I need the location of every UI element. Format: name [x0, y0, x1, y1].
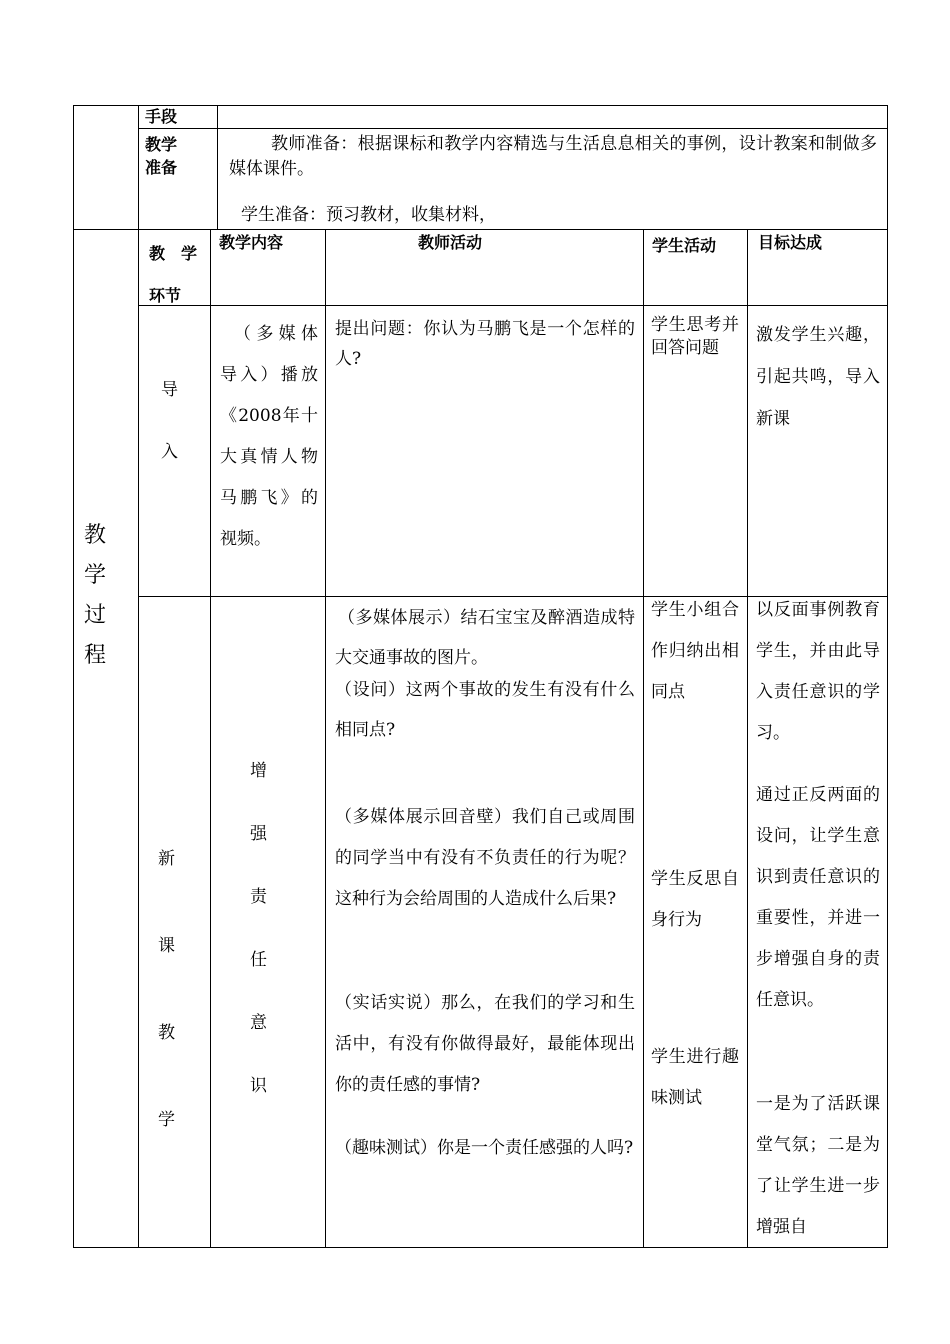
rule-col4 — [643, 229, 644, 1248]
intro-content: （多媒体导入）播放《2008年十大真情人物马鹏飞》的视频。 — [220, 324, 318, 549]
teacher-activity-3: （多媒体展示回音壁）我们自己或周围的同学当中有没有不负责任的行为呢？这种行为会给周围的人造成什么后果? — [335, 807, 635, 909]
intro-goal: 激发学生兴趣，引起共鸣，导入新课 — [756, 325, 880, 429]
header-student: 学生活动 — [652, 236, 717, 255]
rule-left — [73, 105, 74, 1248]
student-prep-text: 学生准备：预习教材，收集材料， — [241, 205, 496, 225]
rule-col3 — [325, 229, 326, 1248]
goal-2: 通过正反两面的设问，让学生意识到责任意识的重要性，并进一步增强自身的责任意识。 — [756, 785, 880, 1010]
goal-3: 一是为了活跃课堂气氛；二是为了让学生进一步增强自 — [756, 1094, 880, 1237]
shouduan-label: 手段 — [145, 107, 178, 126]
rule-before-process — [73, 229, 887, 230]
teacher-prep-text: 教师准备：根据课标和教学内容精选与生活息息相关的事例，设计教案和制做多媒体课件。 — [229, 134, 877, 179]
intro-teacher: 提出问题：你认为马鹏飞是一个怎样的人? — [335, 319, 635, 369]
header-goal: 目标达成 — [758, 233, 823, 252]
intro-student: 学生思考并回答问题 — [651, 315, 739, 358]
rule-top — [73, 105, 887, 106]
header-content: 教学内容 — [219, 233, 284, 252]
prep-label: 教学 准备 — [145, 135, 178, 177]
student-activity-2: 学生反思自身行为 — [651, 869, 739, 930]
newlesson-content: 增 强 责 任 意 识 — [250, 761, 267, 1096]
header-stage: 教 学 环节 — [149, 244, 198, 305]
rule-top-inner — [217, 105, 218, 230]
teacher-activity-5: （趣味测试）你是一个责任感强的人吗? — [335, 1138, 634, 1158]
rule-after-shouduan — [138, 128, 887, 129]
rule-right — [887, 105, 888, 1248]
goal-1: 以反面事例教育学生，并由此导入责任意识的学习。 — [756, 600, 880, 743]
rule-col1 — [138, 105, 139, 1248]
rule-after-header — [138, 305, 887, 306]
teacher-activity-2: （设问）这两个事故的发生有没有什么相同点? — [335, 680, 635, 740]
newlesson-stage: 新 课 教 学 — [158, 849, 175, 1130]
rule-col5 — [747, 229, 748, 1248]
student-activity-3: 学生进行趣味测试 — [651, 1047, 739, 1108]
student-activity-1: 学生小组合作归纳出相同点 — [651, 600, 739, 702]
process-label-text: 教学过程 — [83, 523, 106, 668]
process-label — [73, 516, 117, 676]
header-teacher: 教师活动 — [418, 233, 483, 252]
intro-stage: 导 入 — [161, 380, 178, 462]
teacher-activity-1: （多媒体展示）结石宝宝及醉酒造成特大交通事故的图片。 — [335, 608, 635, 668]
teacher-activity-4: （实话实说）那么，在我们的学习和生活中，有没有你做得最好，最能体现出你的责任感的事情? — [335, 993, 635, 1095]
rule-col2 — [210, 229, 211, 1248]
